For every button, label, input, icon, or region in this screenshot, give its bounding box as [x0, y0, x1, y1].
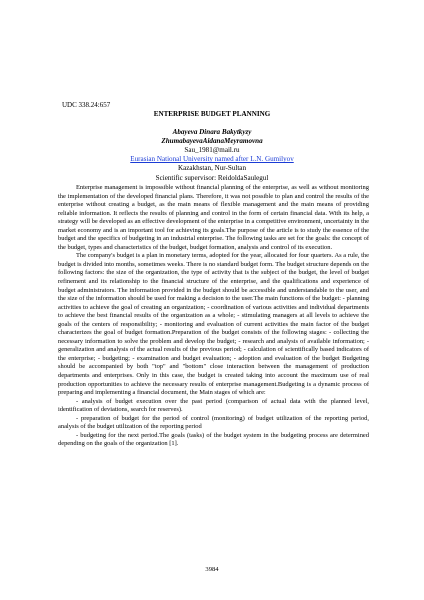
article-body	[58, 184, 369, 449]
list-item: - preparation of budget for the period of control (monitoring) of budget utilization of the reporting period, analysis of the budget utilization of the reporting period	[58, 414, 369, 431]
author-location: Kazakhstan, Nur-Sultan	[177, 164, 247, 173]
list-item: - analysis of budget execution over the past period (comparison of actual data with the planned level, identification of deviations, search for reserves).	[58, 397, 369, 414]
author-name: ZhumabayevaAidanaMeyramovna	[161, 137, 263, 146]
list-item: - budgeting for the next period.The goals (tasks) of the budget system in the budgeting process are determined depending on the goals of the organization [1].	[58, 431, 369, 448]
article-header	[60, 110, 364, 183]
scientific-supervisor: Scientific supervisor: ReidoldaSaulegul	[155, 173, 269, 182]
udc-code: UDC 338.24:657	[62, 101, 111, 109]
body-paragraph: The company's budget is a plan in monetary terms, adopted for the year, allocated for four quarters. As a rule, the budget is divided into months, sometimes weeks. There is no standard budget form. The budget structure depends on the following factors: the size of the organization, the type of activity that is the subject of the budget, the level of budget refinement and its relationship to the financial structure of the enterprise, and the qualifications and experience of budget administrators. The information provided in the budget should be accessible and understandable to the user, and the size of the information should be used for making a decision to the user.The main functions of the budget: - planning activities to achieve the goal of creating an organization; - coordination of various activities and individual departments to achieve the best financial results of the organization as a whole; - stimulating managers at all levels to achieve the goals of the centers of responsibility; - monitoring and evaluation of current activities the main factor of the budget characterizes the goal of budget formation.Preparation of the budget consists of the following stages: - collecting the necessary information to solve the problem and develop the budget; - research and analysis of available information; - generalization and analysis of the actual results of the previous period; - calculation of scientifically based indicators of the enterprise; - budgeting; - examination and budget evaluation; - adoption and evaluation of the budget Budgeting should be accompanied by both "top" and "bottom" close interaction between the management of production departments and enterprises. Only in this case, the budget is created taking into account the maximum use of real production opportunities to achieve the necessary results of enterprise management.Budgeting is a dynamic process of preparing and implementing a financial document, the Main stages of which are:	[58, 252, 369, 397]
article-title: ENTERPRISE BUDGET PLANNING	[153, 110, 271, 118]
university-link[interactable]: Eurasian National University named after L.N. Gumilyov	[130, 155, 294, 164]
author-email: Sau_1981@mail.ru	[184, 146, 240, 155]
page-number: 3984	[205, 566, 219, 573]
body-paragraph: Enterprise management is impossible without financial planning of the enterprise, as well as without monitoring the implementation of the developed financial plans. Therefore, it was not possible to plan and control the results of the enterprise without creating a budget, as the main means of flexible management and the main means of providing reliable information. It reflects the results of planning and control in the form of certain financial data. With its help, a strategy will be developed as an effective development of the enterprise in a competitive environment, uncertainty in the market economy and is an important tool for achieving its goals.The purpose of the article is to study the essence of the budget and the specifics of budgeting in an industrial enterprise. The following tasks are set for the goals: the concept of the budget, types and characteristics of the budget, budget formation, analysis and control of its execution.	[58, 184, 369, 251]
author-name: Abayeva Dinara Bakytkyzy	[172, 128, 252, 137]
